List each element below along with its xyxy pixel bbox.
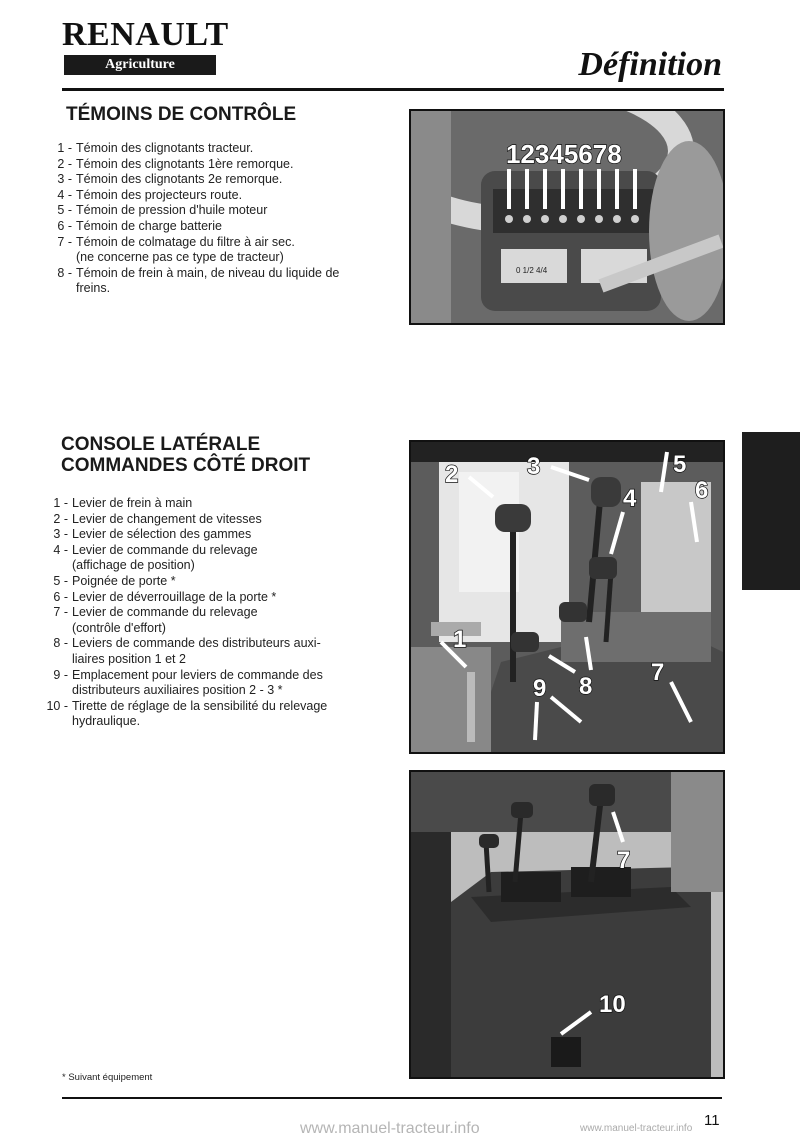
console-item xyxy=(38,496,378,512)
footer-rule xyxy=(62,1097,722,1099)
temoin-item xyxy=(42,219,387,235)
indicator-lamp-icon xyxy=(577,215,585,223)
list-item-text: Témoin des projecteurs route. xyxy=(76,187,243,202)
list-item-text: Levier de changement de vitesses xyxy=(72,511,262,526)
list-item-number: 4 - xyxy=(53,542,68,557)
list-item-text: Témoin des clignotants 2e remorque. xyxy=(76,172,283,187)
indicator-lamp-icon xyxy=(541,215,549,223)
indicator-lamp-icon xyxy=(631,215,639,223)
console-item xyxy=(38,512,378,528)
list-item-number: 3 - xyxy=(57,172,72,187)
list-item-number: 1 - xyxy=(57,141,72,155)
section-heading-console-2: COMMANDES CÔTÉ DROIT xyxy=(61,455,311,476)
list-item-number: 3 - xyxy=(53,527,68,542)
list-item-text: Témoin de frein à main, de niveau du liquide de freins. xyxy=(76,265,340,296)
console-label-8: 8 xyxy=(579,673,593,700)
indicator-lamp-icon xyxy=(559,215,567,223)
watermark-center: www.manuel-tracteur.info xyxy=(300,1120,480,1137)
console-list xyxy=(38,496,378,730)
temoin-item xyxy=(42,141,387,157)
indicator-lamp-icon xyxy=(505,215,513,223)
list-item-number: 10 - xyxy=(46,698,68,713)
temoins-list xyxy=(42,141,387,297)
list-item-number: 8 - xyxy=(53,636,68,651)
list-item-text: Témoin de charge batterie xyxy=(76,218,222,233)
list-item-text: Tirette de réglage de la sensibilité du relevage hydraulique. xyxy=(72,698,328,729)
console-item xyxy=(38,527,378,543)
list-item-text: Levier de déverrouillage de la porte * xyxy=(72,589,277,604)
console-item xyxy=(38,543,378,574)
console-item xyxy=(38,668,378,699)
section-heading-console-1: CONSOLE LATÉRALE xyxy=(61,434,261,455)
list-item-number: 7 - xyxy=(53,605,68,620)
temoin-item xyxy=(42,203,387,219)
console-item xyxy=(38,574,378,590)
list-item-number: 8 - xyxy=(57,265,72,280)
list-item-number: 1 - xyxy=(53,496,68,510)
list-item-number: 7 - xyxy=(57,234,72,249)
console-item xyxy=(38,590,378,606)
list-item-number: 2 - xyxy=(57,156,72,171)
console-label-5: 5 xyxy=(673,451,687,478)
list-item-text: Levier de commande du relevage (affichage de position) xyxy=(72,542,258,573)
page-number: 11 xyxy=(704,1112,720,1129)
gauge-marks: 0 1/2 4/4 xyxy=(516,266,548,275)
detail-label-7: 7 xyxy=(617,847,631,874)
list-item-number: 5 - xyxy=(53,573,68,588)
section-heading-temoins: TÉMOINS DE CONTRÔLE xyxy=(66,104,297,125)
list-item-text: Levier de frein à main xyxy=(72,496,193,510)
list-item-number: 6 - xyxy=(57,218,72,233)
list-item-text: Poignée de porte * xyxy=(72,573,176,588)
temoin-item xyxy=(42,172,387,188)
watermark-right: www.manuel-tracteur.info xyxy=(580,1123,693,1134)
brand-subtitle: Agriculture xyxy=(64,55,216,75)
list-item-text: Témoin de pression d'huile moteur xyxy=(76,203,268,218)
indicator-lamp-icon xyxy=(595,215,603,223)
photo-console-right xyxy=(409,440,725,754)
list-item-text: Emplacement pour leviers de commande des distributeurs auxiliaires position 2 - 3 * xyxy=(72,667,323,698)
console-label-2: 2 xyxy=(445,461,459,488)
header-rule xyxy=(62,88,724,91)
list-item-text: Témoin des clignotants 1ère remorque. xyxy=(76,156,294,171)
detail-label-10: 10 xyxy=(599,991,626,1018)
temoin-item xyxy=(42,157,387,173)
console-item xyxy=(38,699,378,730)
footnote: * Suivant équipement xyxy=(62,1072,153,1083)
temoin-item xyxy=(42,266,387,297)
list-item-text: Levier de commande du relevage (contrôle d'effort) xyxy=(72,605,258,635)
temoin-item xyxy=(42,188,387,204)
console-label-3: 3 xyxy=(527,453,541,480)
indicator-lamp-icon xyxy=(523,215,531,223)
temoin-item xyxy=(42,235,387,266)
indicator-lamp-icon xyxy=(613,215,621,223)
list-item-number: 2 - xyxy=(53,511,68,526)
list-item-number: 6 - xyxy=(53,589,68,604)
console-item xyxy=(38,605,378,636)
list-item-number: 5 - xyxy=(57,203,72,218)
console-label-4: 4 xyxy=(623,485,637,512)
list-item-text: Témoin des clignotants tracteur. xyxy=(76,141,254,155)
list-item-text: Leviers de commande des distributeurs auxi- liaires position 1 et 2 xyxy=(72,636,321,666)
indicator-number-labels: 12345678 xyxy=(506,139,622,169)
list-item-text: Témoin de colmatage du filtre à air sec. (ne concerne pas ce type de tracteur) xyxy=(76,234,295,265)
photo-dashboard xyxy=(409,109,725,325)
photo-console-detail xyxy=(409,770,725,1079)
list-item-number: 9 - xyxy=(53,667,68,682)
page-title: Définition xyxy=(578,46,722,83)
console-label-7: 7 xyxy=(651,659,665,686)
console-label-9: 9 xyxy=(533,675,547,702)
list-item-number: 4 - xyxy=(57,187,72,202)
brand-logo: RENAULT xyxy=(62,16,229,53)
list-item-text: Levier de sélection des gammes xyxy=(72,527,252,542)
console-item xyxy=(38,636,378,667)
section-tab-marker xyxy=(742,432,800,590)
console-label-6: 6 xyxy=(695,477,709,504)
console-label-1: 1 xyxy=(453,626,467,653)
